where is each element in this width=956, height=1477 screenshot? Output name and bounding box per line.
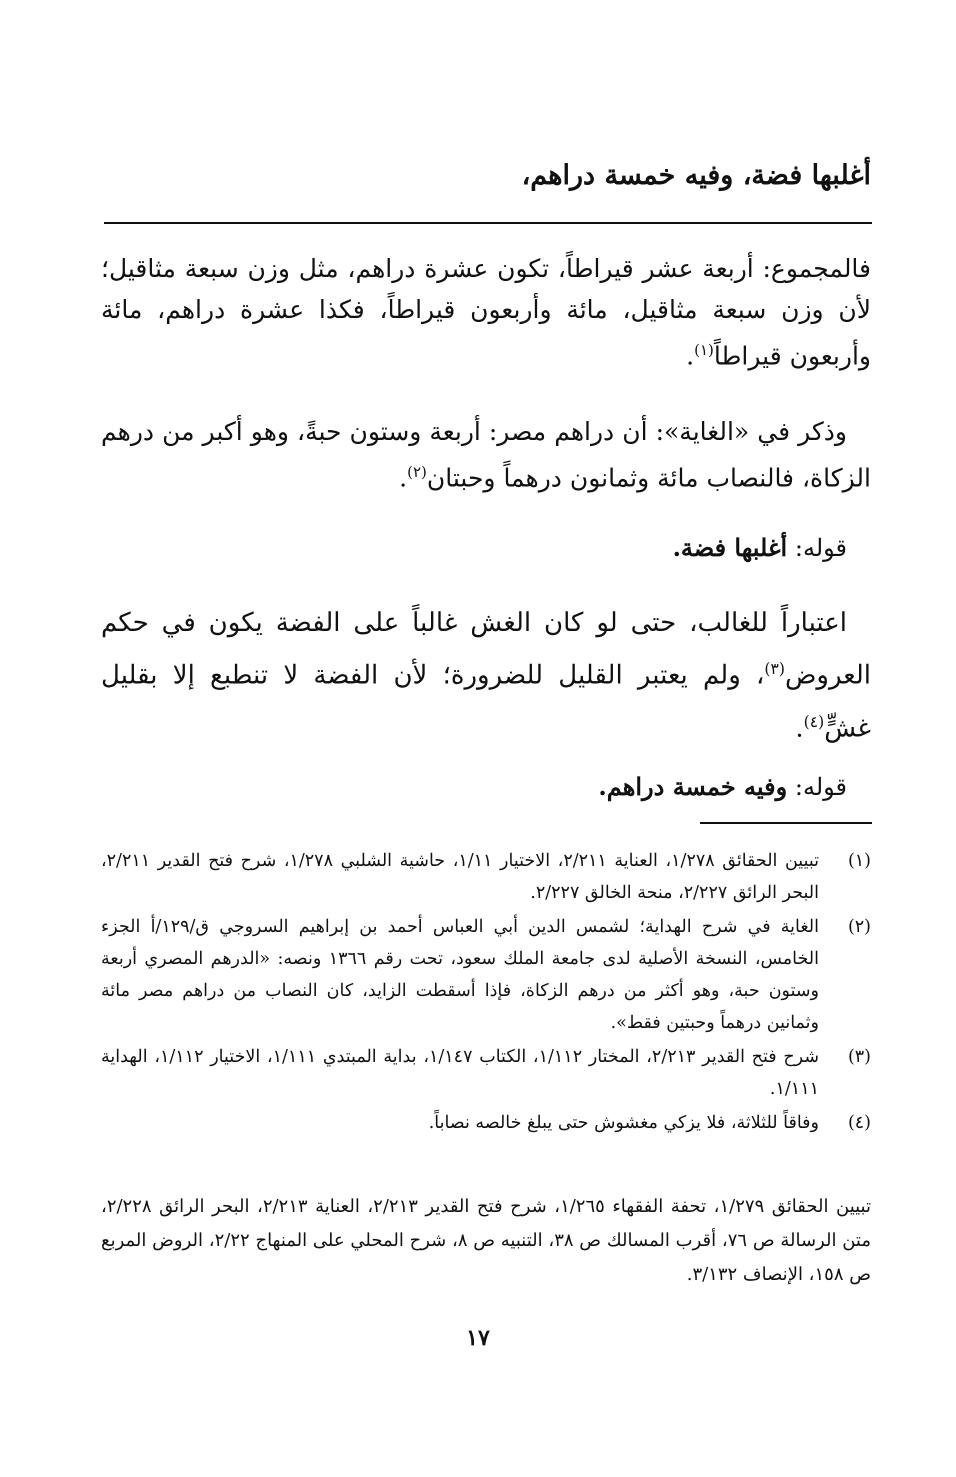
footnotes	[101, 845, 871, 1141]
quote-bold-text: وفيه خمسة دراهم.	[598, 772, 788, 801]
footnote-item	[101, 845, 871, 909]
page-number: ١٧	[466, 1325, 490, 1351]
paragraph-2	[101, 411, 871, 498]
footnote-number: (٤)	[847, 1113, 871, 1133]
quote-lead: قوله:	[794, 534, 847, 562]
footnote-ref-4[interactable]: (٤)	[803, 712, 825, 731]
quote-lead: قوله:	[794, 773, 847, 801]
footnote-text: الغاية في شرح الهداية؛ لشمس الدين أبي العباس أحمد بن إبراهيم السروجي ق/١٢٩/أ الجزء الخامس، النسخة الأصلية لدى جامعة الملك سعود، تحت رقم ١٣٦٦ ونصه: «الدرهم المصري أربعة وستون حبة، وهو أكثر من درهم الزكاة، فإذا أسقطت الزايد، كان النصاب من دراهم مصر مائة وثمانين درهماً وحبتين فقط».	[101, 917, 819, 1033]
footnote-number: (٢)	[847, 917, 871, 937]
paragraph-1-text: فالمجموع: أربعة عشر قيراطاً، تكون عشرة دراهم، مثل وزن سبعة مثاقيل؛ لأن وزن سبعة مثاقيل، مائة وأربعون قيراطاً، فكذا عشرة دراهم، مائة وأربعون قيراطاً	[101, 254, 871, 371]
page-header-title: أغلبها فضة، وفيه خمسة دراهم،	[521, 160, 871, 191]
footnote-ref-2[interactable]: (٢)	[407, 463, 427, 481]
footnote-text: تبيين الحقائق ١/٢٧٨، العناية ٢/٢١١، الاختيار ١/١١، حاشية الشلبي ١/٢٧٨، شرح فتح القدير ٢/٢١١، البحر الرائق ٢/٢٢٧، منحة الخالق ٢/٢٢٧.	[101, 851, 820, 903]
paragraph-3-text-a: اعتباراً للغالب، حتى لو كان الغش غالباً على الفضة يكون في حكم العروض	[101, 608, 871, 691]
footnote-item	[101, 1041, 871, 1105]
footnote-continuation: تبيين الحقائق ١/٢٧٩، تحفة الفقهاء ١/٢٦٥، شرح فتح القدير ٢/٢١٣، العناية ٢/٢١٣، البحر الرائق ٢/٢٢٨، متن الرسالة ص ٧٦، أقرب المسالك ص ٣٨، التنبيه ص ٨، شرح المحلي على المنهاج ٢/٢٢، الروض المربع ص ١٥٨، الإنصاف ٣/١٣٢.	[101, 1196, 872, 1285]
quote-heading-1	[101, 527, 871, 569]
footnote-text: شرح فتح القدير ٢/٢١٣، المختار ١/١١٢، الكتاب ١/١٤٧، بداية المبتدي ١/١١١، الاختيار ١/١١٢، الهداية ١/١١١.	[101, 1047, 819, 1099]
paragraph-3	[101, 600, 871, 751]
paragraph-3-end: .	[795, 713, 804, 744]
paragraph-3-text-b: ، ولم يعتبر القليل للضرورة؛ لأن الفضة لا تنطبع إلا بقليل غشٍّ	[101, 660, 871, 744]
paragraph-2-text: وذكر في «الغاية»: أن دراهم مصر: أربعة وستون حبةً، وهو أكبر من درهم الزكاة، فالنصاب مائة وثمانون درهماً وحبتان	[101, 417, 871, 493]
footnote-ref-3[interactable]: (٣)	[764, 660, 785, 678]
quote-bold-text: أغلبها فضة.	[672, 533, 788, 562]
footnote-divider	[700, 822, 872, 824]
paragraph-1-end: .	[686, 341, 695, 371]
paragraph-2-end: .	[399, 463, 408, 493]
footnote-item	[101, 1107, 871, 1139]
header-divider	[104, 222, 872, 224]
footnote-item	[101, 911, 871, 1039]
footnote-number: (٣)	[847, 1047, 871, 1067]
footnote-ref-1[interactable]: (١)	[694, 341, 714, 359]
footnote-number: (١)	[847, 851, 871, 871]
footnote-text: وفاقاً للثلاثة، فلا يزكي مغشوش حتى يبلغ خالصه نصاباً.	[428, 1113, 819, 1133]
quote-heading-2	[101, 766, 871, 808]
paragraph-1	[101, 248, 871, 376]
